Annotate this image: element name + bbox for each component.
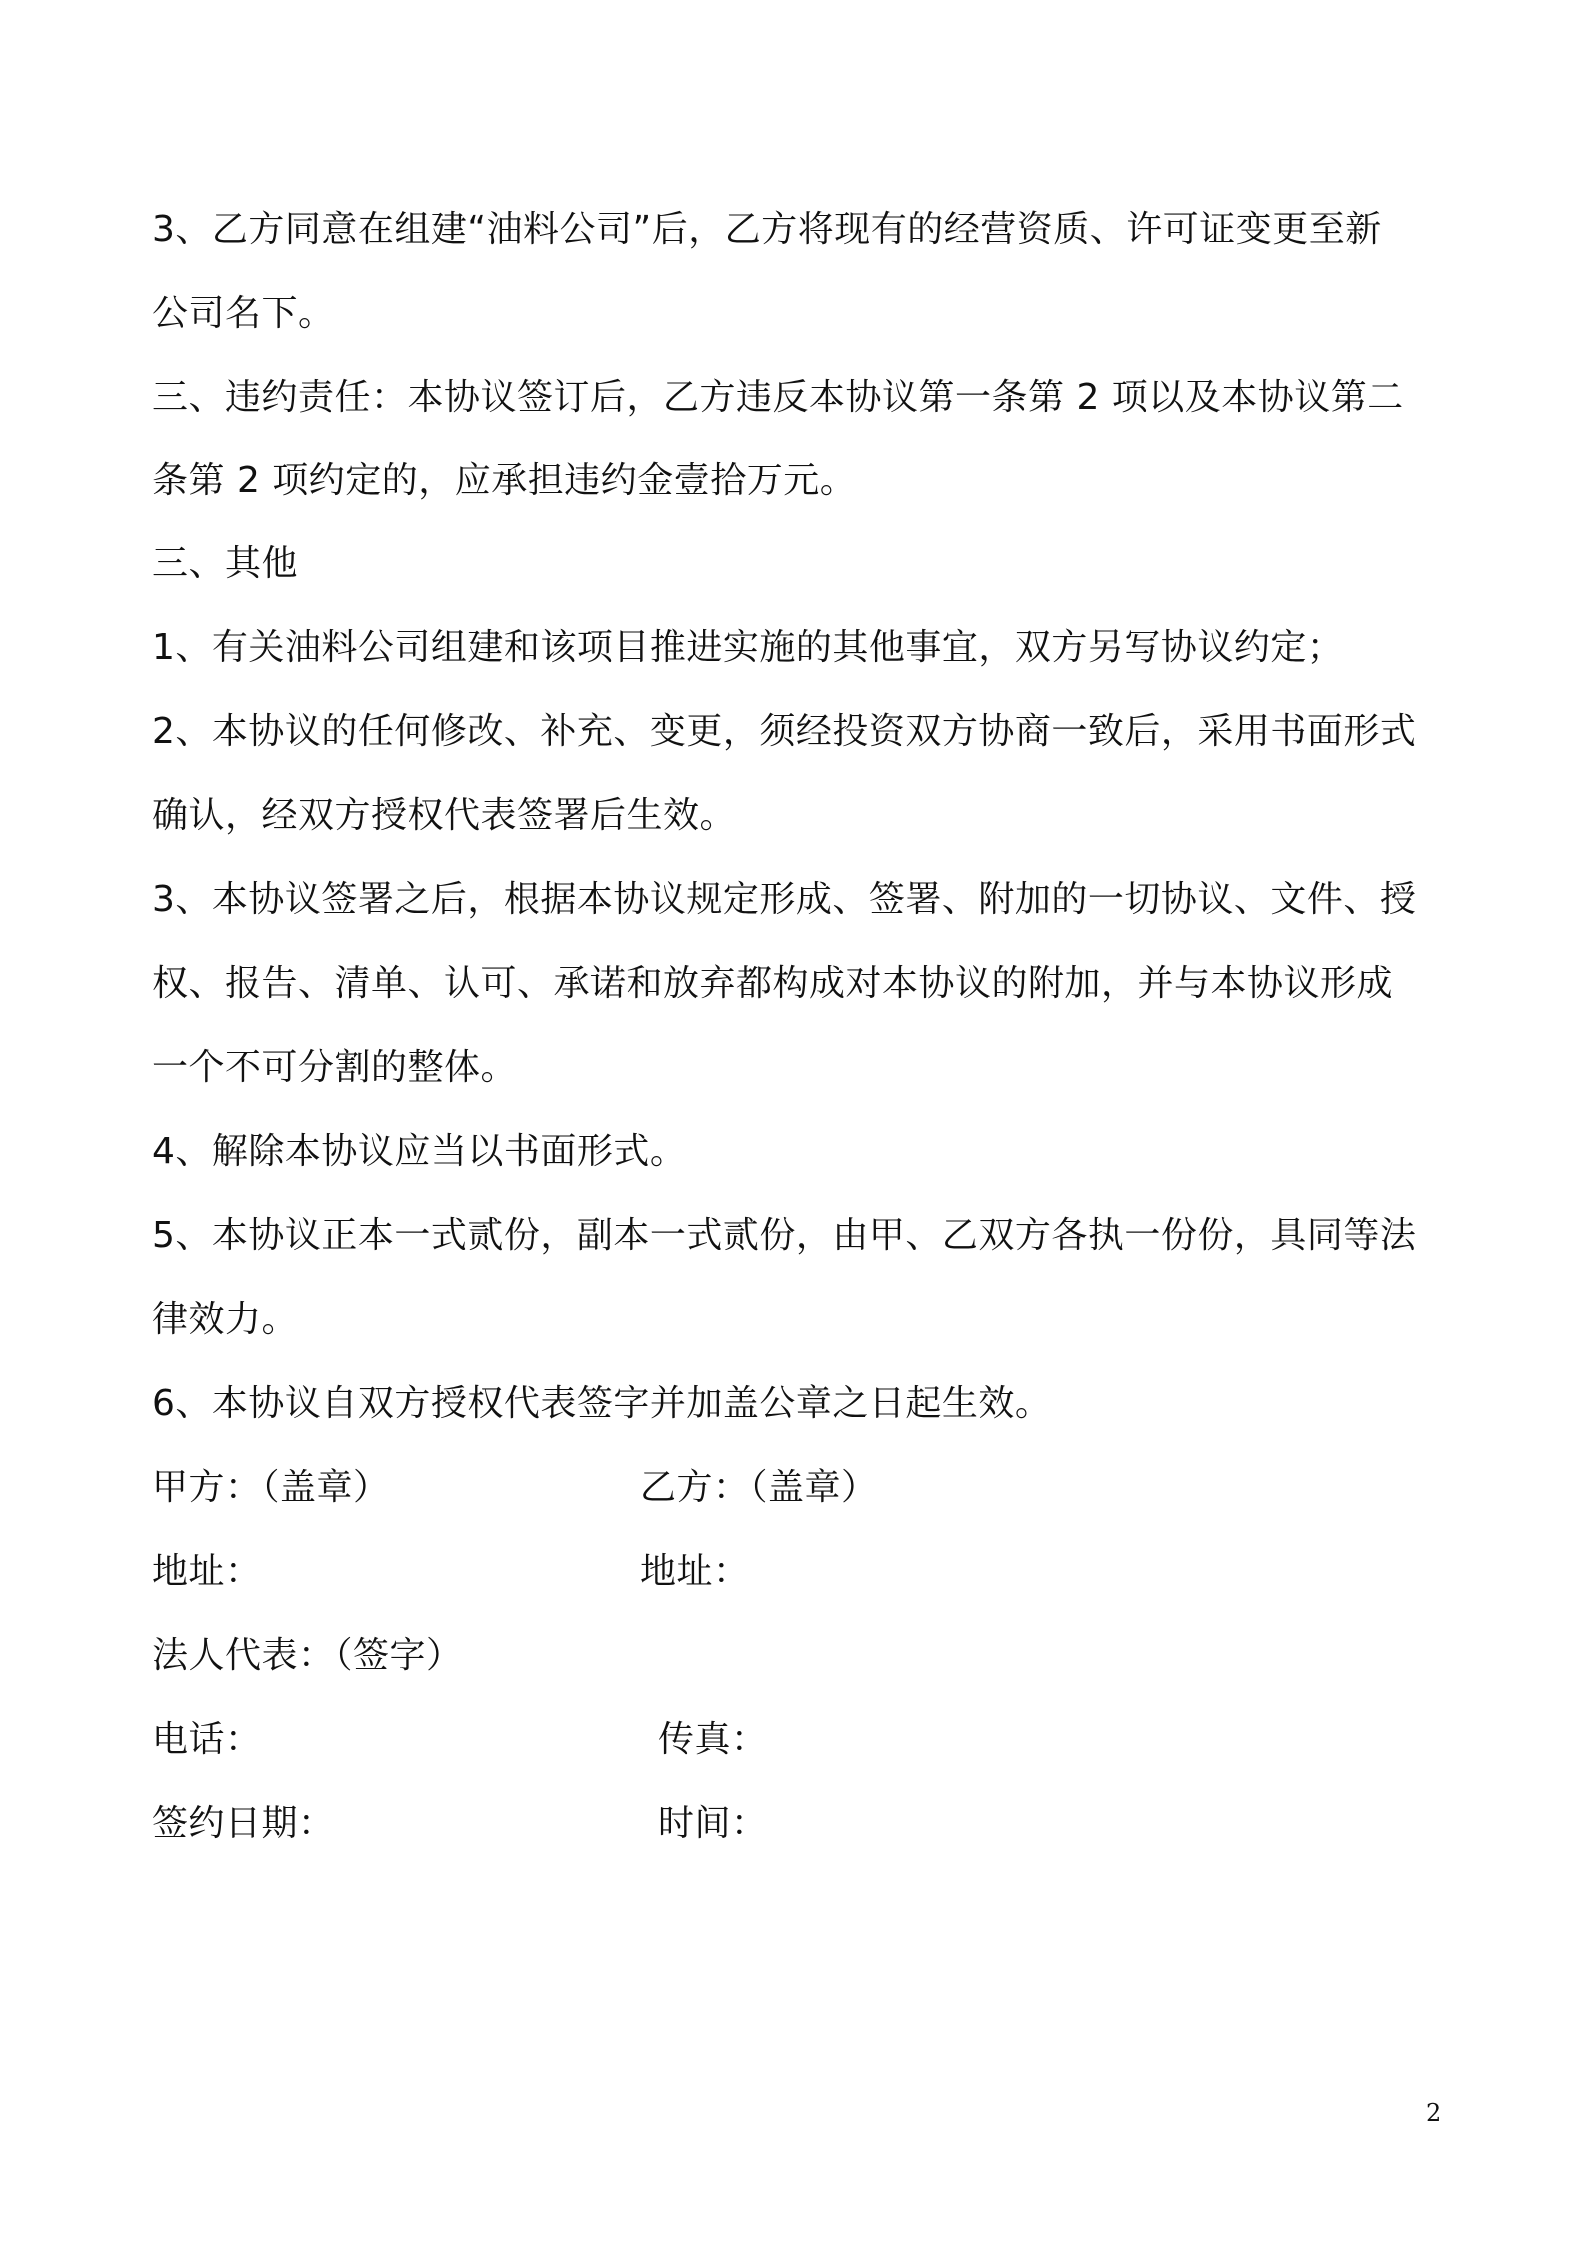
paragraph-line: 一个不可分割的整体。: [152, 1047, 518, 1088]
page-number: 2: [1426, 2099, 1442, 2127]
section-heading: 三、其他: [152, 543, 299, 584]
fax-label: 传真：: [658, 1719, 768, 1760]
paragraph-line: 3、本协议签署之后，根据本协议规定形成、签署、附加的一切协议、文件、授: [152, 879, 1417, 920]
phone-label: 电话：: [152, 1719, 262, 1760]
party-a-address-label: 地址：: [152, 1551, 262, 1592]
paragraph-line: 条第 2 项约定的，应承担违约金壹拾万元。: [152, 460, 857, 501]
paragraph-line: 权、报告、清单、认可、承诺和放弃都构成对本协议的附加，并与本协议形成: [152, 963, 1394, 1004]
paragraph-line: 3、乙方同意在组建“油料公司”后，乙方将现有的经营资质、许可证变更至新: [152, 209, 1382, 250]
legal-representative-label: 法人代表：（签字）: [152, 1635, 463, 1676]
paragraph-line: 5、本协议正本一式贰份，副本一式贰份，由甲、乙双方各执一份份，具同等法: [152, 1215, 1417, 1256]
party-a-seal-label: 甲方：（盖章）: [152, 1467, 390, 1508]
paragraph-line: 公司名下。: [152, 293, 335, 334]
paragraph-line: 三、违约责任：本协议签订后，乙方违反本协议第一条第 2 项以及本协议第二: [152, 377, 1404, 418]
signing-date-label: 签约日期：: [152, 1803, 335, 1844]
paragraph-line: 6、本协议自双方授权代表签字并加盖公章之日起生效。: [152, 1383, 1052, 1424]
paragraph-line: 4、解除本协议应当以书面形式。: [152, 1131, 687, 1172]
paragraph-line: 律效力。: [152, 1299, 299, 1340]
party-b-address-label: 地址：: [640, 1551, 750, 1592]
paragraph-line: 确认，经双方授权代表签署后生效。: [152, 795, 737, 836]
paragraph-line: 1、有关油料公司组建和该项目推进实施的其他事宜，双方另写协议约定；: [152, 627, 1344, 668]
paragraph-line: 2、本协议的任何修改、补充、变更，须经投资双方协商一致后，采用书面形式: [152, 711, 1417, 752]
party-b-seal-label: 乙方：（盖章）: [640, 1467, 878, 1508]
time-label: 时间：: [658, 1803, 768, 1844]
